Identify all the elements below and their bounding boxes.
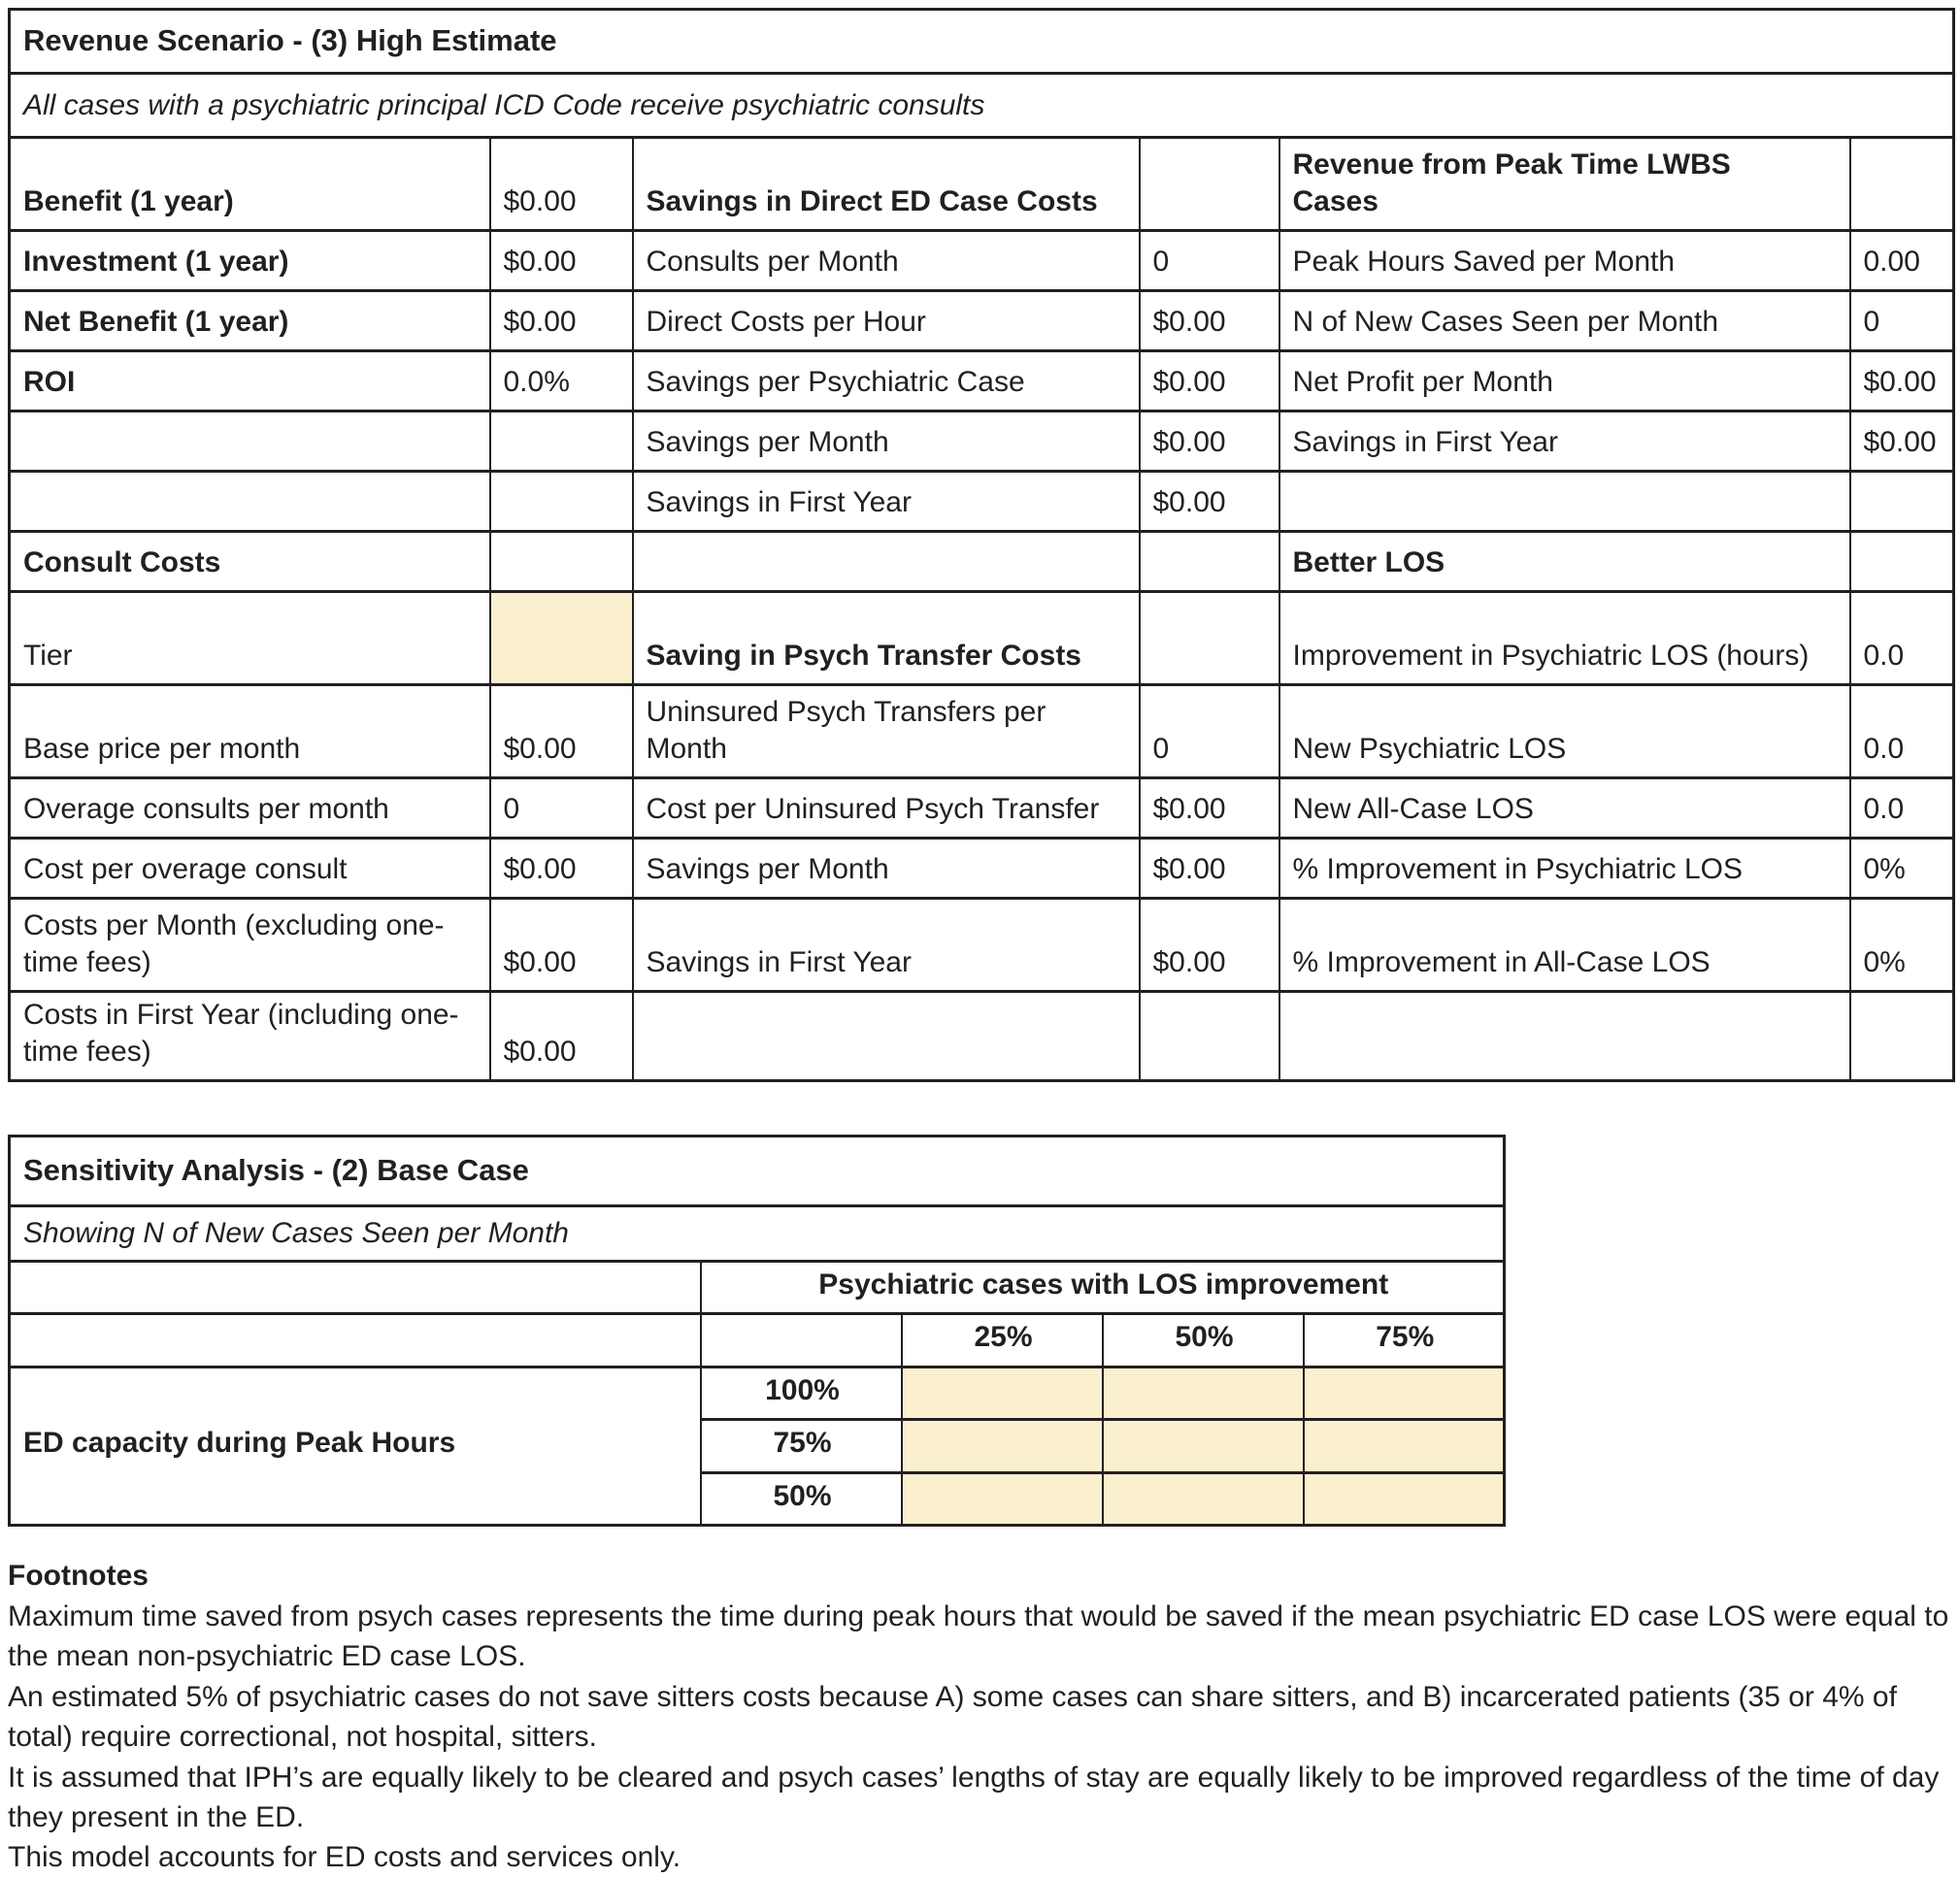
footnote-item: It is assumed that IPH’s are equally likely to be cleared and psych cases’ lengths of stay are equally likely to be improved regardless of the time of day they present in the ED.: [8, 1761, 1940, 1833]
table-row: [10, 10, 1954, 74]
row-label: Cost per overage consult: [10, 839, 490, 899]
value-cell: 0.0%: [490, 351, 633, 412]
value-cell: $0.00: [1140, 412, 1279, 472]
table-row: [10, 291, 1954, 351]
value-cell: 0: [1850, 291, 1954, 351]
sensitivity-table-subtitle: Showing N of New Cases Seen per Month: [10, 1206, 1505, 1262]
row-group-label: ED capacity during Peak Hours: [10, 1367, 701, 1526]
empty-cell: [490, 412, 633, 472]
table-row: [10, 532, 1954, 592]
table-row: [10, 685, 1954, 778]
empty-cell: [490, 472, 633, 532]
row-label: Overage consults per month: [10, 778, 490, 839]
value-cell: $0.00: [490, 291, 633, 351]
empty-cell: [1850, 138, 1954, 231]
value-cell: $0.00: [1850, 351, 1954, 412]
section-header: [1279, 138, 1850, 231]
value-cell: $0.00: [490, 138, 633, 231]
sensitivity-result-cell[interactable]: [1304, 1367, 1505, 1420]
empty-cell: [1279, 992, 1850, 1081]
empty-cell: [10, 472, 490, 532]
value-cell: $0.00: [490, 899, 633, 992]
empty-cell: [1850, 532, 1954, 592]
table-row: [10, 899, 1954, 992]
empty-cell: [1140, 592, 1279, 685]
tier-input-cell[interactable]: [490, 592, 633, 685]
value-cell: 0.00: [1850, 231, 1954, 291]
table-row: [10, 412, 1954, 472]
footnotes-heading: Footnotes: [8, 1560, 149, 1592]
row-label: New All-Case LOS: [1279, 778, 1850, 839]
value-cell: $0.00: [1140, 839, 1279, 899]
value-cell: 0: [490, 778, 633, 839]
value-cell: $0.00: [490, 231, 633, 291]
table-row: [10, 231, 1954, 291]
sensitivity-result-cell[interactable]: [902, 1367, 1103, 1420]
row-label: Costs per Month (excluding one-time fees): [10, 899, 490, 992]
row-label: Tier: [10, 592, 490, 685]
column-group-header: Psychiatric cases with LOS improvement: [701, 1261, 1505, 1314]
row-label: Savings in First Year: [633, 899, 1140, 992]
value-cell: $0.00: [1140, 778, 1279, 839]
revenue-table-title: Revenue Scenario - (3) High Estimate: [10, 10, 1954, 74]
section-header-text: Revenue from Peak Time LWBS Cases: [1292, 148, 1731, 217]
row-label: Savings in First Year: [1279, 412, 1850, 472]
sensitivity-result-cell[interactable]: [1304, 1472, 1505, 1526]
empty-cell: [1850, 992, 1954, 1081]
row-label: ROI: [10, 351, 490, 412]
column-header: 75%: [1304, 1314, 1505, 1367]
value-cell: $0.00: [490, 685, 633, 778]
sensitivity-analysis-table: [8, 1135, 1506, 1527]
empty-cell: [633, 992, 1140, 1081]
value-cell: 0%: [1850, 839, 1954, 899]
table-row: [10, 839, 1954, 899]
table-row: [10, 74, 1954, 138]
row-label: % Improvement in All-Case LOS: [1279, 899, 1850, 992]
empty-cell: [10, 1314, 701, 1367]
value-cell: $0.00: [1850, 412, 1954, 472]
table-row: [10, 472, 1954, 532]
revenue-table-subtitle: All cases with a psychiatric principal ICD Code receive psychiatric consults: [10, 74, 1954, 138]
row-label: N of New Cases Seen per Month: [1279, 291, 1850, 351]
value-cell: $0.00: [1140, 291, 1279, 351]
empty-cell: [1140, 532, 1279, 592]
section-header: Consult Costs: [10, 532, 490, 592]
value-cell: $0.00: [490, 839, 633, 899]
sensitivity-result-cell[interactable]: [1103, 1367, 1304, 1420]
value-cell: 0: [1140, 685, 1279, 778]
table-row: [10, 592, 1954, 685]
row-label: Cost per Uninsured Psych Transfer: [633, 778, 1140, 839]
row-label: Peak Hours Saved per Month: [1279, 231, 1850, 291]
row-label: Investment (1 year): [10, 231, 490, 291]
empty-cell: [633, 532, 1140, 592]
column-header: 50%: [1103, 1314, 1304, 1367]
footnote-item: Maximum time saved from psych cases represents the time during peak hours that would be saved if the mean psychiatric ED case LOS were equal to the mean non-psychiatric ED case LOS.: [8, 1600, 1949, 1673]
row-label: [1279, 592, 1850, 685]
section-header: [633, 138, 1140, 231]
empty-cell: [10, 1261, 701, 1314]
value-cell: $0.00: [1140, 899, 1279, 992]
value-cell: $0.00: [490, 992, 633, 1081]
sensitivity-table-title: Sensitivity Analysis - (2) Base Case: [10, 1137, 1505, 1206]
table-row: [10, 1314, 1505, 1367]
row-label: Savings in First Year: [633, 472, 1140, 532]
section-header-text: Savings in Direct ED Case Costs: [646, 184, 1098, 217]
sensitivity-result-cell[interactable]: [1304, 1420, 1505, 1473]
value-cell: 0%: [1850, 899, 1954, 992]
revenue-scenario-table: [8, 8, 1955, 1082]
table-row: [10, 1261, 1505, 1314]
row-label: Uninsured Psych Transfers per Month: [633, 685, 1140, 778]
empty-cell: [10, 412, 490, 472]
row-label: New Psychiatric LOS: [1279, 685, 1850, 778]
sensitivity-result-cell[interactable]: [902, 1420, 1103, 1473]
value-cell: $0.00: [1140, 472, 1279, 532]
empty-cell: [1850, 472, 1954, 532]
empty-cell: [1140, 138, 1279, 231]
value-cell: 0: [1140, 231, 1279, 291]
sensitivity-result-cell[interactable]: [902, 1472, 1103, 1526]
row-label: Savings per Psychiatric Case: [633, 351, 1140, 412]
table-row: [10, 351, 1954, 412]
footnotes-section: [8, 1556, 1952, 1878]
row-label: Consults per Month: [633, 231, 1140, 291]
row-header: 100%: [701, 1367, 902, 1420]
row-label: % Improvement in Psychiatric LOS: [1279, 839, 1850, 899]
table-row: [10, 1367, 1505, 1420]
row-label: Base price per month: [10, 685, 490, 778]
value-cell: 0.0: [1850, 685, 1954, 778]
table-row: [10, 778, 1954, 839]
table-row: [10, 138, 1954, 231]
footnote-item: This model accounts for ED costs and services only.: [8, 1841, 681, 1874]
row-header: 75%: [701, 1420, 902, 1473]
value-cell: 0.0: [1850, 778, 1954, 839]
footnote-item: An estimated 5% of psychiatric cases do not save sitters costs because A) some cases can share sitters, and B) incarcerated patients (35 or 4% of total) require correctional, not hospital, sitters.: [8, 1680, 1897, 1754]
value-cell: 0.0: [1850, 592, 1954, 685]
row-header: 50%: [701, 1472, 902, 1526]
value-cell: $0.00: [1140, 351, 1279, 412]
row-label: Costs in First Year (including one-time fees): [10, 992, 490, 1081]
row-label: Net Benefit (1 year): [10, 291, 490, 351]
table-row: [10, 1206, 1505, 1262]
table-row: [10, 1137, 1505, 1206]
section-header: Better LOS: [1279, 532, 1850, 592]
row-label: Savings per Month: [633, 839, 1140, 899]
empty-cell: [1279, 472, 1850, 532]
sensitivity-result-cell[interactable]: [1103, 1420, 1304, 1473]
section-header: Saving in Psych Transfer Costs: [633, 592, 1140, 685]
table-row: [10, 992, 1954, 1081]
column-header: 25%: [902, 1314, 1103, 1367]
empty-cell: [490, 532, 633, 592]
row-label: Direct Costs per Hour: [633, 291, 1140, 351]
row-label: Net Profit per Month: [1279, 351, 1850, 412]
page: [8, 8, 1952, 1878]
empty-cell: [701, 1314, 902, 1367]
row-label-text: Improvement in Psychiatric LOS (hours): [1292, 639, 1810, 672]
row-label: Benefit (1 year): [10, 138, 490, 231]
row-label: Savings per Month: [633, 412, 1140, 472]
sensitivity-result-cell[interactable]: [1103, 1472, 1304, 1526]
empty-cell: [1140, 992, 1279, 1081]
